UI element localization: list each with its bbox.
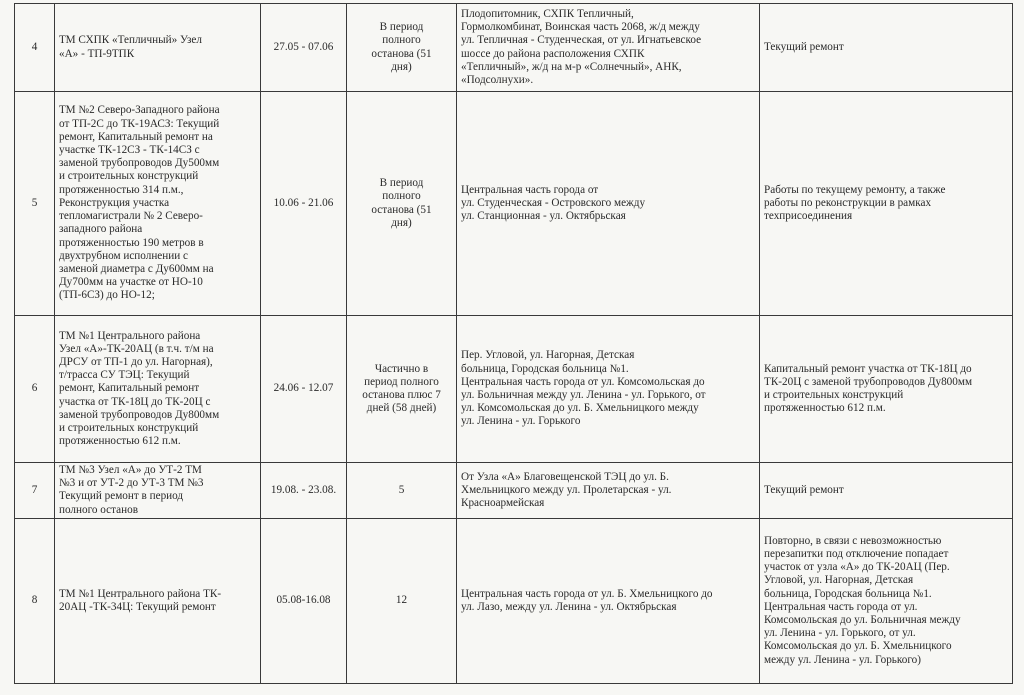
area-cell: Центральная часть города от ул. Б. Хмельницкого до ул. Лазо, между ул. Ленина - ул. Октябрьская — [457, 518, 760, 683]
row-number: 5 — [15, 92, 55, 316]
table-row — [15, 463, 1013, 519]
row-number: 8 — [15, 518, 55, 683]
duration-cell: В период полного останова (51 дня) — [347, 4, 457, 92]
dates-cell: 19.08. - 23.08. — [261, 463, 347, 519]
object-cell: ТМ №3 Узел «А» до УТ-2 ТМ №3 и от УТ-2 до УТ-3 ТМ №3 Текущий ремонт в период полного останов — [55, 463, 261, 519]
dates-cell: 27.05 - 07.06 — [261, 4, 347, 92]
note-cell: Текущий ремонт — [760, 4, 1013, 92]
area-cell: От Узла «А» Благовещенской ТЭЦ до ул. Б. Хмельницкого между ул. Пролетарская - ул. Красноармейская — [457, 463, 760, 519]
area-cell: Центральная часть города от ул. Студенческая - Островского между ул. Станционная - ул. Октябрьская — [457, 92, 760, 316]
object-cell: ТМ №1 Центрального района Узел «А»-ТК-20АЦ (в т.ч. т/м на ДРСУ от ТП-1 до ул. Нагорная), т/трасса СУ ТЭЦ: Текущий ремонт, Капитальный ремонт участка от ТК-18Ц до ТК-20Ц с заменой трубопроводов Ду800мм и строительных конструкций протяженностью 612 п.м. — [55, 316, 261, 463]
duration-cell: Частично в период полного останова плюс 7 дней (58 дней) — [347, 316, 457, 463]
note-cell: Текущий ремонт — [760, 463, 1013, 519]
table-row — [15, 4, 1013, 92]
note-cell: Капитальный ремонт участка от ТК-18Ц до ТК-20Ц с заменой трубопроводов Ду800мм и строительных конструкций протяженностью 612 п.м. — [760, 316, 1013, 463]
area-cell: Плодопитомник, СХПК Тепличный, Гормолкомбинат, Воинская часть 2068, ж/д между ул. Тепличная - Студенческая, от ул. Игнатьевское шоссе до района расположения СХПК «Тепличный», ж/д на м-р «Солнечный», АНК, «Подсолнухи». — [457, 4, 760, 92]
row-number: 4 — [15, 4, 55, 92]
duration-cell: 12 — [347, 518, 457, 683]
area-cell: Пер. Угловой, ул. Нагорная, Детская больница, Городская больница №1. Центральная часть города от ул. Комсомольская до ул. Больничная между ул. Ленина - ул. Горького, от ул. Комсомольская до ул. Б. Хмельницкого между ул. Ленина - ул. Горького — [457, 316, 760, 463]
object-cell: ТМ №1 Центрального района ТК- 20АЦ -ТК-34Ц: Текущий ремонт — [55, 518, 261, 683]
dates-cell: 24.06 - 12.07 — [261, 316, 347, 463]
row-number: 7 — [15, 463, 55, 519]
note-cell: Повторно, в связи с невозможностью перезапитки под отключение попадает участок от узла «А» до ТК-20АЦ (Пер. Угловой, ул. Нагорная, Детская больница, Городская больница №1. Центральная часть города от ул. Комсомольская до ул. Больничная между ул. Ленина - ул. Горького, от ул. Комсомольская до ул. Б. Хмельницкого между ул. Ленина - ул. Горького) — [760, 518, 1013, 683]
table-row — [15, 316, 1013, 463]
dates-cell: 05.08-16.08 — [261, 518, 347, 683]
table-row — [15, 518, 1013, 683]
row-number: 6 — [15, 316, 55, 463]
repair-schedule-table — [14, 3, 1013, 684]
object-cell: ТМ №2 Северо-Западного района от ТП-2С до ТК-19АСЗ: Текущий ремонт, Капитальный ремонт на участке ТК-12СЗ - ТК-14СЗ с заменой трубопроводов Ду500мм и строительных конструкций протяженностью 314 п.м., Реконструкция участка тепломагистрали № 2 Северо- западного района протяженностью 190 метров в двухтрубном исполнении с заменой диаметра с Ду600мм на Ду700мм на участке от НО-10 (ТП-6СЗ) до НО-12; — [55, 92, 261, 316]
duration-cell: В период полного останова (51 дня) — [347, 92, 457, 316]
object-cell: ТМ СХПК «Тепличный» Узел «А» - ТП-9ТПК — [55, 4, 261, 92]
note-cell: Работы по текущему ремонту, а также работы по реконструкции в рамках техприсоединения — [760, 92, 1013, 316]
schedule-sheet — [14, 3, 1012, 684]
table-row — [15, 92, 1013, 316]
duration-cell: 5 — [347, 463, 457, 519]
dates-cell: 10.06 - 21.06 — [261, 92, 347, 316]
